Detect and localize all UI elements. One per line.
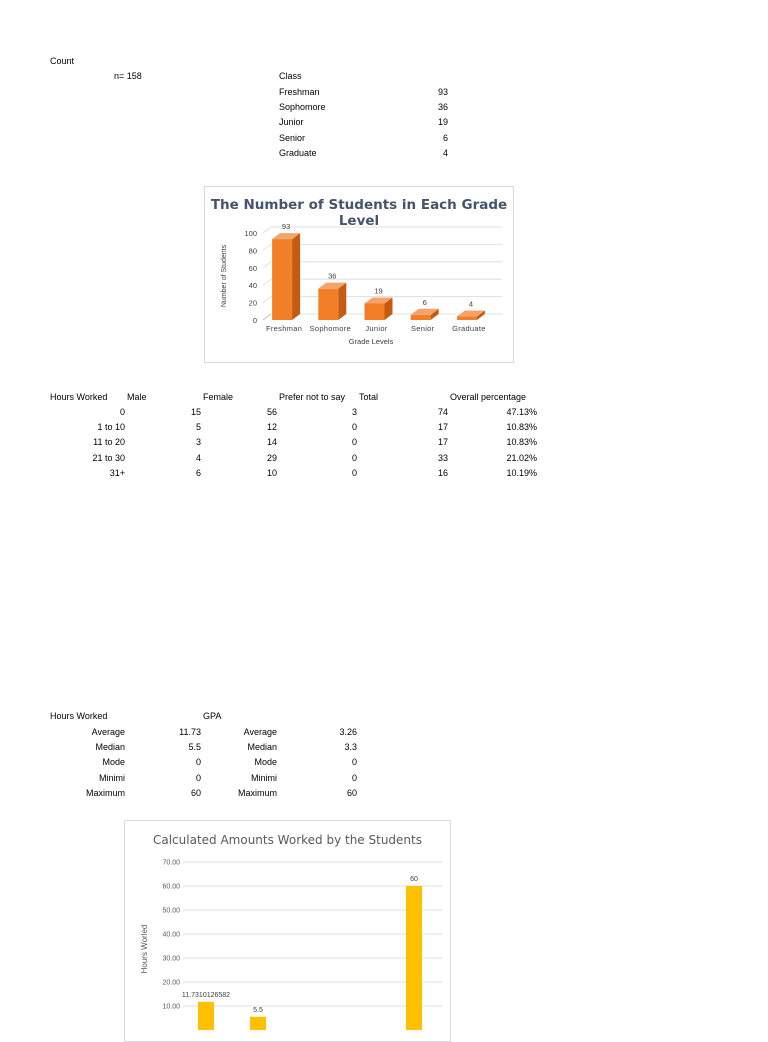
stats-label: Median xyxy=(95,742,125,753)
hours-table-cell: 14 xyxy=(266,437,277,448)
chart1-bar xyxy=(365,297,393,320)
chart1-ytick-label: 0 xyxy=(252,316,257,325)
hours-chart-svg xyxy=(125,821,450,1041)
chart1-bar xyxy=(318,283,346,320)
stats-gpa-value: 0 xyxy=(351,757,357,768)
chart1-floor-edge xyxy=(263,314,271,320)
hours-table-cell: 21.02% xyxy=(506,452,537,463)
chart1-bar xyxy=(411,309,439,320)
stats-label-2: Average xyxy=(243,727,277,737)
hours-table-cell: 0 xyxy=(351,422,357,433)
hours-table-cell: 33 xyxy=(437,452,448,463)
hours-table-cell: 10.83% xyxy=(506,437,537,448)
hours-table-header: Male xyxy=(127,392,147,402)
chart1-gridline-side xyxy=(263,297,271,303)
hours-table-cell: 0 xyxy=(119,407,125,417)
chart1-data-label: 36 xyxy=(328,271,337,281)
class-row-label: Sophomore xyxy=(279,102,326,113)
hours-chart xyxy=(124,820,451,1042)
chart1-data-label: 6 xyxy=(422,297,427,307)
chart1-bar-front xyxy=(272,239,292,320)
chart1-category-label: Freshman xyxy=(266,324,303,333)
hours-table-cell: 0 xyxy=(351,452,357,463)
class-row-value: 36 xyxy=(437,102,448,113)
grade-level-chart xyxy=(204,186,514,363)
hours-table-cell: 56 xyxy=(266,407,277,417)
stats-gpa-value: 60 xyxy=(346,787,357,798)
chart1-ytick-label: 80 xyxy=(248,246,257,256)
stats-label-2: Maximum xyxy=(237,787,277,798)
chart1-bar-side xyxy=(338,283,346,320)
stats-gpa-value: 0 xyxy=(351,772,357,783)
chart2-data-label: 60 xyxy=(410,876,418,883)
stats-label: Minimi xyxy=(99,772,125,783)
hours-table-cell: 6 xyxy=(195,467,201,478)
chart2-ytick-label: 50.00 xyxy=(162,907,180,915)
hours-table-cell: 21 to 30 xyxy=(92,452,125,463)
hours-table-cell: 47.13% xyxy=(506,407,537,417)
chart1-gridline-side xyxy=(263,262,271,268)
hours-table-cell: 5 xyxy=(195,422,201,433)
stats-hours-value: 11.73 xyxy=(179,727,201,737)
chart1-category-label: Sophomore xyxy=(309,324,352,333)
stats-gpa-header: GPA xyxy=(203,711,222,721)
hours-table-cell: 15 xyxy=(190,407,201,417)
stats-label-2: Minimi xyxy=(251,772,277,783)
chart2-bar xyxy=(250,1017,266,1030)
chart2-ytick-label: 30.00 xyxy=(162,955,180,963)
chart1-gridline-side xyxy=(263,227,271,233)
hours-table-header: Total xyxy=(359,392,379,402)
chart1-data-label: 19 xyxy=(374,286,383,296)
class-row-label: Graduate xyxy=(279,147,317,158)
chart1-gridline-side xyxy=(263,279,271,285)
stats-label: Maximum xyxy=(85,787,125,798)
chart2-ytick-label: 40.00 xyxy=(162,931,180,939)
chart1-ytick-label: 40 xyxy=(248,281,257,291)
chart1-ytick-label: 60 xyxy=(248,263,257,273)
chart1-gridline-side xyxy=(263,244,271,250)
hours-table-header: Hours Worked xyxy=(50,392,108,402)
hours-table-cell: 11 to 20 xyxy=(93,437,125,448)
chart2-data-label: 5.5 xyxy=(253,1006,263,1014)
chart1-category-label: Senior xyxy=(410,324,435,333)
chart1-y-axis-label: Number of Students xyxy=(221,244,228,308)
chart1-bar xyxy=(457,311,485,320)
class-row-value: 4 xyxy=(442,147,448,158)
chart2-data-label: 11.7310126582 xyxy=(181,991,231,999)
hours-table-cell: 17 xyxy=(437,422,448,433)
hours-table-cell: 4 xyxy=(195,452,201,463)
chart1-category-label: Graduate xyxy=(452,324,486,333)
hours-table-cell: 10 xyxy=(266,467,277,478)
hours-table-cell: 29 xyxy=(266,452,277,463)
chart1-bar-front xyxy=(365,303,385,320)
stats-gpa-value: 3.3 xyxy=(344,742,357,753)
chart1-bar-side xyxy=(292,233,300,320)
chart1-data-label: 93 xyxy=(281,222,291,232)
hours-table-cell: 74 xyxy=(437,407,448,417)
chart1-bar-front xyxy=(411,315,431,320)
grade-level-chart-svg xyxy=(205,187,513,362)
n-label: n= 158 xyxy=(114,71,142,81)
stats-hours-value: 5.5 xyxy=(188,742,201,753)
count-label: Count xyxy=(50,56,75,66)
stats-hours-value: 0 xyxy=(195,757,201,768)
hours-table-cell: 1 to 10 xyxy=(97,422,125,433)
hours-table-header: Female xyxy=(203,392,234,402)
hours-table-header: Prefer not to say xyxy=(279,392,346,402)
chart1-bar-front xyxy=(457,317,477,320)
hours-table-cell: 3 xyxy=(195,437,201,448)
hours-table-header: Overall percentage xyxy=(450,392,527,402)
class-row-value: 6 xyxy=(442,132,448,143)
chart1-ytick-label: 20 xyxy=(248,298,257,308)
chart2-ytick-label: 20.00 xyxy=(162,979,180,987)
stats-hours-header: Hours Worked xyxy=(50,711,108,721)
stats-gpa-value: 3.26 xyxy=(339,727,357,737)
hours-table-cell: 10.19% xyxy=(506,467,537,478)
chart2-ytick-label: 10.00 xyxy=(162,1003,180,1011)
stats-label: Mode xyxy=(102,757,125,768)
class-row-label: Junior xyxy=(279,117,304,128)
class-row-value: 93 xyxy=(437,87,448,97)
hours-table-cell: 10.83% xyxy=(506,422,537,433)
chart1-data-label: 4 xyxy=(468,299,473,309)
class-row-label: Senior xyxy=(279,132,306,143)
chart2-bar xyxy=(198,1002,214,1030)
chart1-bar-front xyxy=(318,289,338,320)
chart1-bar xyxy=(272,233,300,320)
chart1-x-axis-label: Grade Levels xyxy=(348,337,394,346)
stats-label-2: Mode xyxy=(254,757,277,768)
stats-hours-value: 0 xyxy=(195,772,201,783)
class-row-value: 19 xyxy=(437,117,448,128)
chart2-title: Calculated Amounts Worked by the Students xyxy=(152,833,422,847)
chart2-ytick-label: 60.00 xyxy=(162,883,180,891)
hours-table-cell: 3 xyxy=(351,407,357,417)
hours-table-cell: 0 xyxy=(351,467,357,478)
chart1-title: The Number of Students in Each Grade Level xyxy=(210,197,508,229)
class-header: Class xyxy=(279,71,302,81)
chart1-ytick-label: 100 xyxy=(244,229,257,238)
chart2-bar xyxy=(406,886,422,1030)
stats-hours-value: 60 xyxy=(190,787,201,798)
stats-label: Average xyxy=(91,727,125,737)
class-row-label: Freshman xyxy=(279,87,320,97)
hours-table-cell: 12 xyxy=(266,422,277,433)
hours-table-cell: 17 xyxy=(437,437,448,448)
chart2-y-axis-label: Hours Worled xyxy=(140,924,149,974)
hours-table-cell: 0 xyxy=(351,437,357,448)
chart1-category-label: Junior xyxy=(365,324,388,333)
stats-label-2: Median xyxy=(247,742,277,753)
hours-table-cell: 31+ xyxy=(109,467,125,478)
chart2-ytick-label: 70.00 xyxy=(162,859,180,867)
hours-table-cell: 16 xyxy=(437,467,448,478)
